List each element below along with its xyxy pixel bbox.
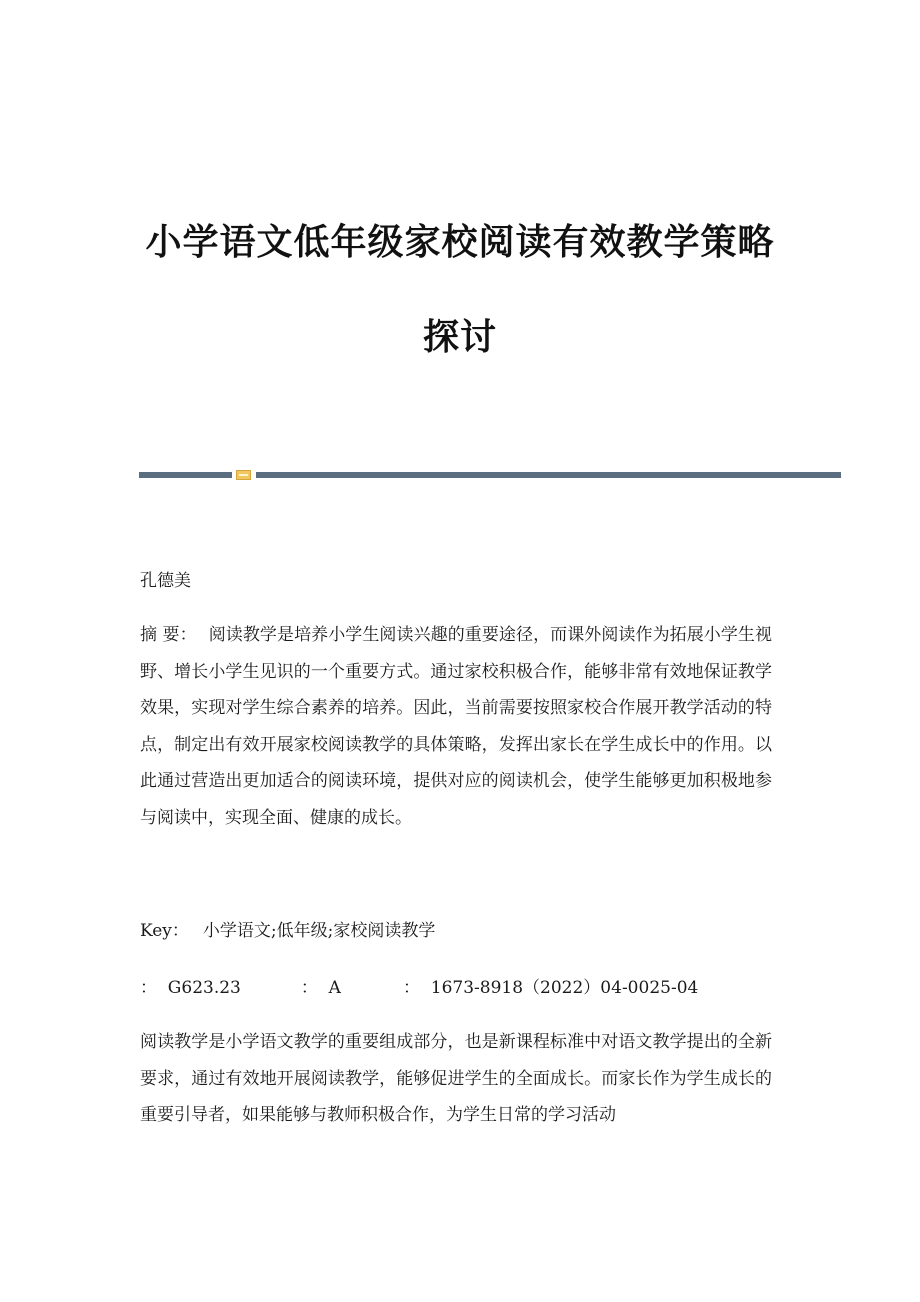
document-code: ： A [300,978,341,998]
body-paragraph: 阅读教学是小学语文教学的重要组成部分，也是新课程标准中对语文教学提出的全新要求，通过有效地开展阅读教学，能够促进学生的全面成长。而家长作为学生成长的重要引导者，如果能够与教师积极合作，为学生日常的学习活动 [140,1032,772,1126]
divider-bar-left [139,472,232,478]
paper-title-line-2: 探讨 [422,317,497,358]
author-name: 孔德美 [140,571,191,591]
keywords [140,913,772,950]
abstract-label: 摘 要： [140,625,197,645]
divider-ornament-icon [236,470,251,480]
keywords-text: 小学语文;低年级;家校阅读教学 [202,921,436,941]
article-id: ： 1673-8918（2022）04-0025-04 [402,978,699,998]
classification-line [140,970,772,1007]
paper-title-line-1: 小学语文低年级家校阅读有效教学策略 [145,222,775,263]
divider-bar-right [256,472,841,478]
abstract-text: 阅读教学是培养小学生阅读兴趣的重要途径，而课外阅读作为拓展小学生视野、增长小学生见识的一个重要方式。通过家校积极合作，能够非常有效地保证教学效果，实现对学生综合素养的培养。因此，当前需要按照家校合作展开教学活动的特点，制定出有效开展家校阅读教学的具体策略，发挥出家长在学生成长中的作用。以此通过营造出更加适合的阅读环境，提供对应的阅读机会，使学生能够更加积极地参与阅读中，实现全面、健康的成长。 [140,625,773,828]
abstract [140,617,772,837]
clc-number: ： G623.23 [140,978,241,998]
keywords-label: Key： [140,921,189,941]
title-divider [139,470,841,479]
